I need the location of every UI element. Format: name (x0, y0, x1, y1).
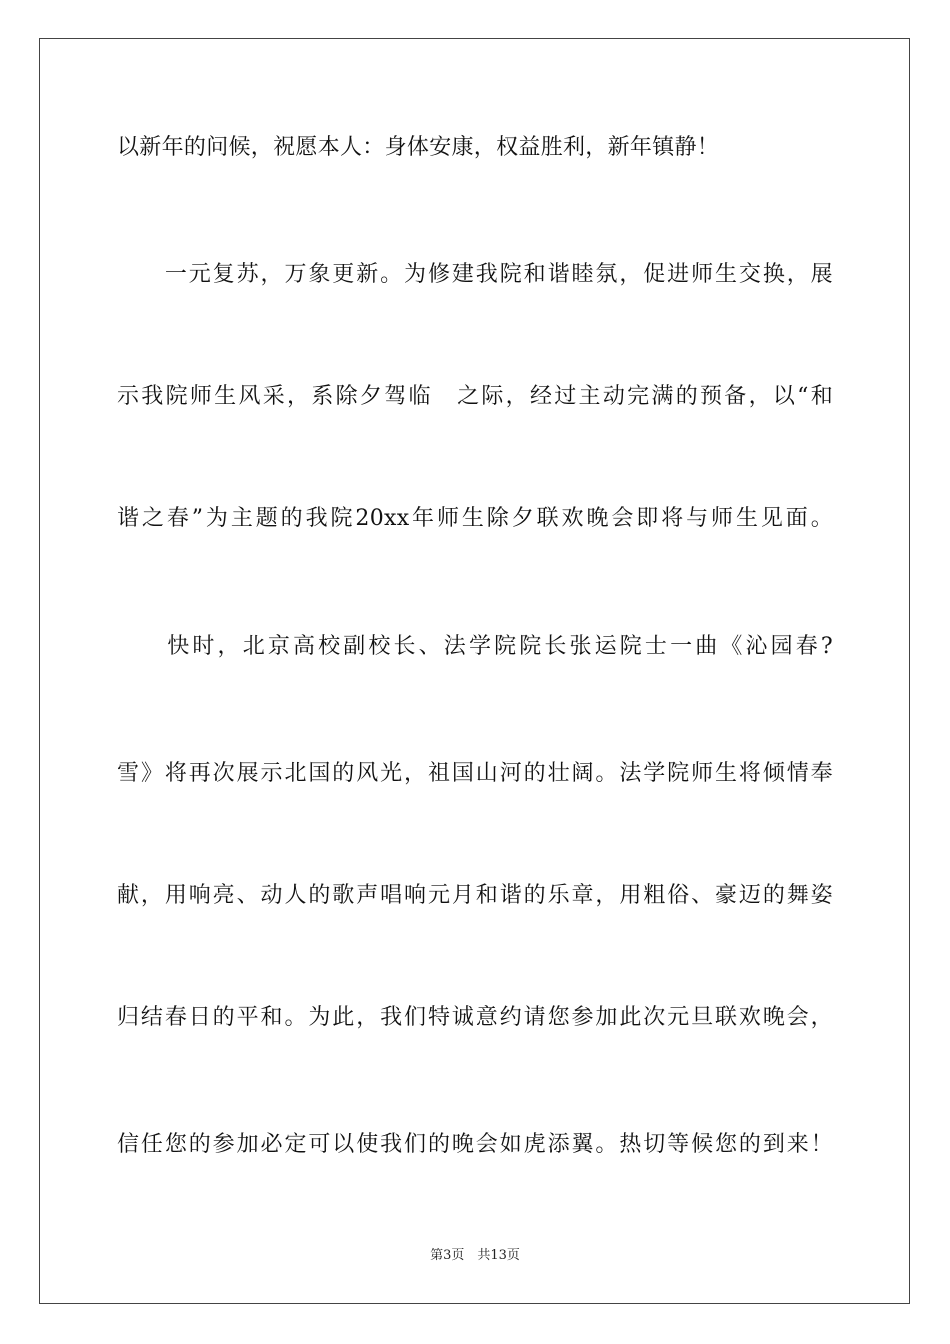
text-line-2: 一元复苏，万象更新。为修建我院和谐睦氛，促进师生交换，展 (117, 262, 833, 287)
text-line-5: 快时，北京高校副校长、法学院院长张运院士一曲《沁园春? (117, 634, 833, 659)
text-line-9: 信任您的参加必定可以使我们的晚会如虎添翼。热切等候您的到来！ (117, 1132, 833, 1157)
page-number-footer: 第3页 共13页 (430, 1248, 520, 1263)
text-line-8: 归结春日的平和。为此，我们特诚意约请您参加此次元旦联欢晚会， (117, 1005, 833, 1030)
text-line-6: 雪》将再次展示北国的风光，祖国山河的壮阔。法学院师生将倾情奉 (117, 761, 833, 786)
text-line-3: 示我院师生风采，系除夕驾临 之际，经过主动完满的预备，以“和 (117, 384, 833, 409)
text-line-4: 谐之春”为主题的我院20xx年师生除夕联欢晚会即将与师生见面。 (117, 506, 833, 531)
text-line-1: 以新年的问候，祝愿本人：身体安康，权益胜利，新年镇静！ (117, 135, 720, 160)
text-line-7: 献，用响亮、动人的歌声唱响元月和谐的乐章，用粗俗、豪迈的舞姿 (117, 883, 833, 908)
page-border (39, 38, 910, 1304)
